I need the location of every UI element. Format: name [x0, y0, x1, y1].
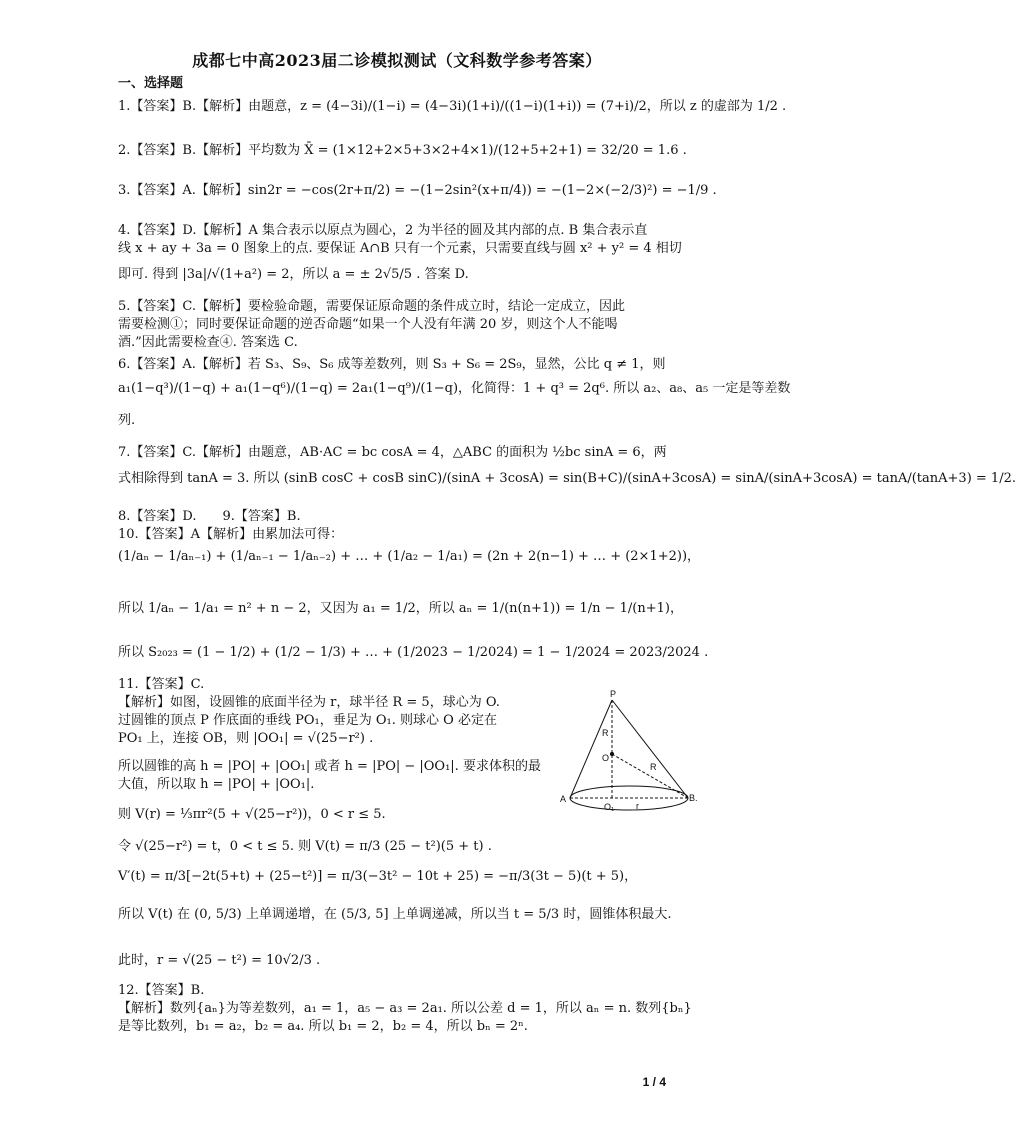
answer-line: a₁(1−q³)/(1−q) + a₁(1−q⁶)/(1−q) = 2a₁(1−q⁹)/(1−q)，化简得：1 + q³ = 2q⁶. 所以 a₂、a₈、a₅ 一定是等差数	[118, 381, 791, 396]
answer-line: 7.【答案】C.【解析】由题意，AB·AC = bc cosA = 4，△ABC 的面积为 ½bc sinA = 6，两	[118, 445, 667, 460]
label-r-upper: R	[602, 728, 609, 738]
answer-line: 式相除得到 tanA = 3. 所以 (sinB cosC + cosB sinC)/(sinA + 3cosA) = sin(B+C)/(sinA+3cosA) = sinA/(sinA+3cosA) = tanA/(tanA+3) = 1/2.	[118, 471, 1016, 486]
answer-line: 列.	[118, 413, 136, 428]
answer-line: 需要检测①；同时要保证命题的逆否命题“如果一个人没有年满 20 岁，则这个人不能喝	[118, 317, 618, 332]
answer-line: 令 √(25−r²) = t，0 < t ≤ 5. 则 V(t) = π/3 (25 − t²)(5 + t) .	[118, 839, 492, 854]
answer-line: 所以 S₂₀₂₃ = (1 − 1/2) + (1/2 − 1/3) + … + (1/2023 − 1/2024) = 1 − 1/2024 = 2023/2024 .	[118, 645, 709, 660]
answer-line: (1/aₙ − 1/aₙ₋₁) + (1/aₙ₋₁ − 1/aₙ₋₂) + … + (1/a₂ − 1/a₁) = (2n + 2(n−1) + … + (2×1+2))，	[118, 549, 701, 564]
answer-line: 11.【答案】C.	[118, 677, 205, 692]
answer-line: 所以 1/aₙ − 1/a₁ = n² + n − 2，又因为 a₁ = 1/2，所以 aₙ = 1/(n(n+1)) = 1/n − 1/(n+1)，	[118, 601, 683, 616]
page-title: 成都七中高2023届二诊模拟测试（文科数学参考答案）	[192, 51, 602, 70]
section-heading: 一、选择题	[118, 76, 184, 91]
answer-line: 2.【答案】B.【解析】平均数为 X̄ = (1×12+2×5+3×2+4×1)/(12+5+2+1) = 32/20 = 1.6 .	[118, 143, 687, 158]
answer-line: 1.【答案】B.【解析】由题意，z = (4−3i)/(1−i) = (4−3i)(1+i)/((1−i)(1+i)) = (7+i)/2，所以 z 的虚部为 1/2 .	[118, 99, 787, 114]
label-o1: O₁	[604, 802, 615, 812]
answer-line: 大值，所以取 h = |PO| + |OO₁|.	[118, 777, 315, 792]
answer-line: PO₁ 上，连接 OB，则 |OO₁| = √(25−r²) .	[118, 731, 374, 746]
answer-line: 5.【答案】C.【解析】要检验命题，需要保证原命题的条件成立时，结论一定成立，因此	[118, 299, 626, 314]
label-r-small: r	[636, 801, 639, 811]
answer-line: 【解析】数列{aₙ}为等差数列，a₁ = 1，a₅ − a₃ = 2a₁. 所以公差 d = 1，所以 aₙ = n. 数列{bₙ}	[118, 1001, 692, 1016]
answer-line: 是等比数列，b₁ = a₂，b₂ = a₄. 所以 b₁ = 2，b₂ = 4，所以 bₙ = 2ⁿ.	[118, 1019, 528, 1034]
label-b: B.	[689, 793, 698, 803]
cone-sphere-figure	[560, 688, 700, 828]
label-p: P	[610, 689, 617, 699]
answer-line: 8.【答案】D. 9.【答案】B.	[118, 509, 301, 524]
answer-line: 即可. 得到 |3a|/√(1+a²) = 2，所以 a = ± 2√5/5 . 答案 D.	[118, 267, 469, 282]
answer-line: 6.【答案】A.【解析】若 S₃、S₉、S₆ 成等差数列，则 S₃ + S₆ = 2S₉，显然，公比 q ≠ 1，则	[118, 357, 666, 372]
label-r-lower: R	[650, 762, 657, 772]
label-o: O	[602, 753, 610, 763]
answer-line: 线 x + ay + 3a = 0 图象上的点. 要保证 A∩B 只有一个元素，只需要直线与圆 x² + y² = 4 相切	[118, 241, 682, 256]
label-a: A	[560, 794, 567, 804]
answer-line: 3.【答案】A.【解析】sin2r = −cos(2r+π/2) = −(1−2sin²(x+π/4)) = −(1−2×(−2/3)²) = −1/9 .	[118, 183, 717, 198]
answer-line: 所以圆锥的高 h = |PO| + |OO₁| 或者 h = |PO| − |OO₁|. 要求体积的最	[118, 759, 541, 774]
page-number: 1 / 4	[642, 1075, 666, 1089]
answer-line: 所以 V(t) 在 (0, 5/3) 上单调递增，在 (5/3, 5] 上单调递减，所以当 t = 5/3 时，圆锥体积最大.	[118, 907, 672, 922]
answer-line: 酒.”因此需要检查④. 答案选 C.	[118, 335, 298, 350]
answer-line: 【解析】如图，设圆锥的底面半径为 r，球半径 R = 5，球心为 O.	[118, 695, 500, 710]
answer-line: 则 V(r) = ⅓πr²(5 + √(25−r²))，0 < r ≤ 5.	[118, 807, 386, 822]
answer-line: V′(t) = π/3[−2t(5+t) + (25−t²)] = π/3(−3t² − 10t + 25) = −π/3(3t − 5)(t + 5)，	[118, 869, 638, 884]
answer-line: 10.【答案】A【解析】由累加法可得：	[118, 527, 344, 542]
answer-line: 4.【答案】D.【解析】A 集合表示以原点为圆心，2 为半径的圆及其内部的点. B 集合表示直	[118, 223, 648, 238]
answer-line: 此时，r = √(25 − t²) = 10√2/3 .	[118, 953, 321, 968]
answer-line: 过圆锥的顶点 P 作底面的垂线 PO₁，垂足为 O₁. 则球心 O 必定在	[118, 713, 497, 728]
answer-line: 12.【答案】B.	[118, 983, 205, 998]
